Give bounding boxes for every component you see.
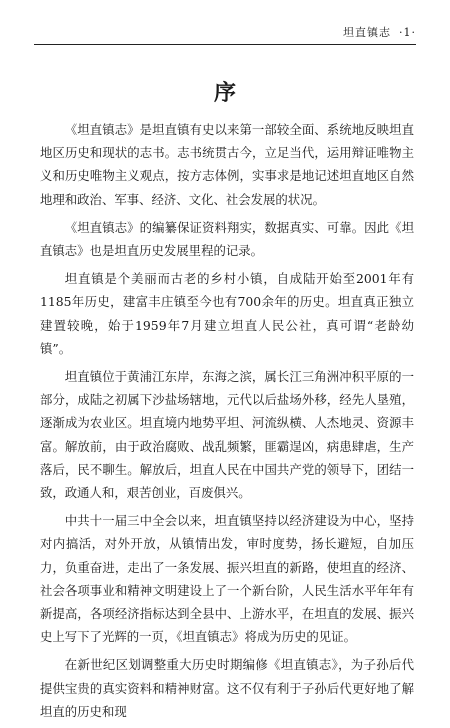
running-title: 坦直镇志 [343, 26, 391, 39]
paragraph: 坦直镇位于黄浦江东岸，东海之滨，属长江三角洲冲积平原的一部分，成陆之初属下沙盐场辖地，元代以后盐场外移，经先人垦殖，逐渐成为农业区。坦直境内地势平坦、河流纵横、人杰地灵、资源丰富。解放前，由于政治腐败、战乱频繁，匪霸逞凶，病患肆虐，生产落后，民不聊生。解放后，坦直人民在中国共产党的领导下，团结一致，政通人和，艰苦创业，百废俱兴。 [40, 369, 414, 501]
page-number: ·1· [399, 26, 416, 39]
page-title: 序 [213, 81, 236, 106]
paragraph: 在新世纪区划调整重大历史时期编修《坦直镇志》，为子孙后代提供宝贵的真实资料和精神财富。这不仅有利于子孙后代更好地了解坦直的历史和现 [40, 657, 414, 719]
body-text [40, 118, 414, 728]
paragraph: 《坦直镇志》是坦直镇有史以来第一部较全面、系统地反映坦直地区历史和现状的志书。志书统贯古今，立足当代，运用辩证唯物主义和历史唯物主义观点，按方志体例，实事求是地记述坦直地区自然地理和政治、军事、经济、文化、社会发展的状况。 [40, 122, 414, 207]
running-head [343, 24, 416, 40]
paragraph: 坦直镇是个美丽而古老的乡村小镇，自成陆开始至2001年有1185年历史，建富丰庄镇至今也有700余年的历史。坦直真正独立建置较晚，始于1959年7月建立坦直人民公社，真可谓“老龄幼镇”。 [40, 271, 414, 356]
paragraph: 《坦直镇志》的编纂保证资料翔实，数据真实、可靠。因此《坦直镇志》也是坦直历史发展里程的记录。 [40, 219, 414, 259]
header-rule [34, 44, 416, 45]
paragraph: 中共十一届三中全会以来，坦直镇坚持以经济建设为中心，坚持对内搞活，对外开放，从镇情出发，审时度势，扬长避短，自加压力，负重奋进，走出了一条发展、振兴坦直的新路，使坦直的经济、社会各项事业和精神文明建设上了一个新台阶，人民生活水平年年有新提高，各项经济指标达到全县中、上游水平，在坦直的发展、振兴史上写下了光辉的一页，《坦直镇志》将成为历史的见证。 [40, 513, 414, 645]
